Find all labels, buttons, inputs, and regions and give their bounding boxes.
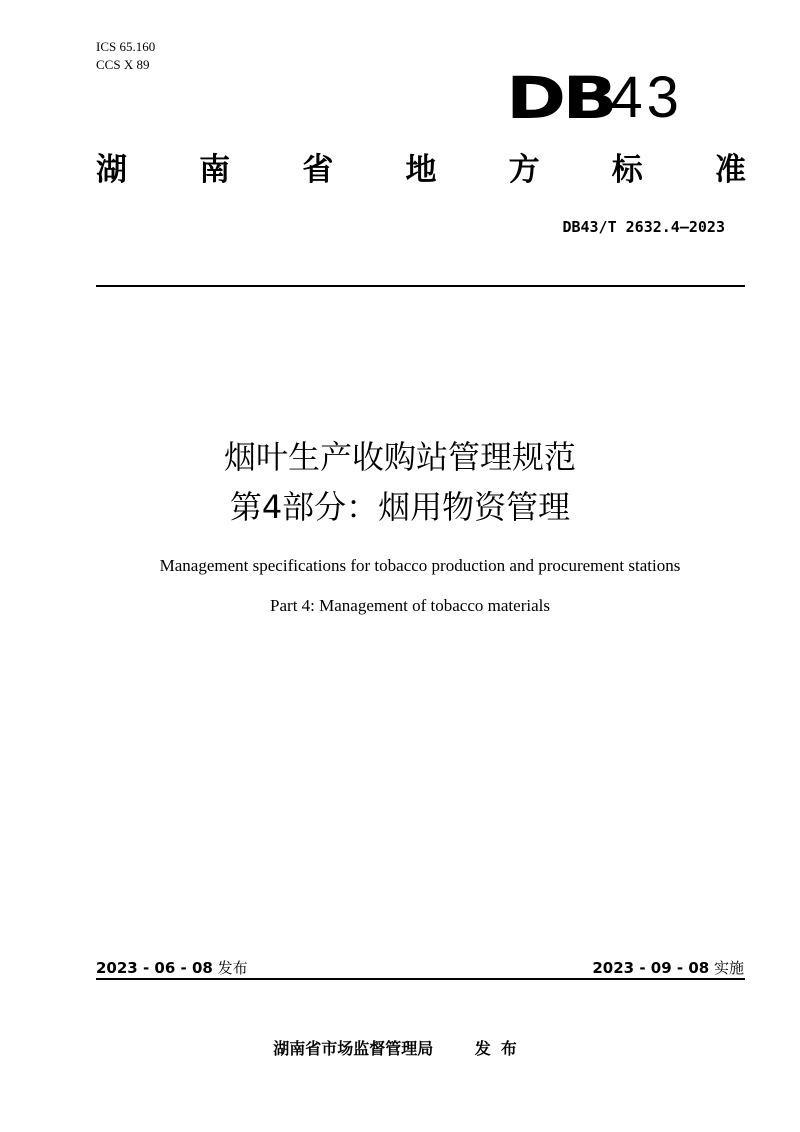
standard-code: DB43/T 2632.4—2023 — [562, 218, 725, 236]
standard-type-char: 南 — [199, 152, 231, 188]
publish-date: 2023 - 06 - 08 — [96, 959, 213, 977]
publish-date-block — [96, 957, 248, 978]
db-logo-mark: DB — [506, 64, 614, 132]
header-divider — [96, 285, 745, 287]
implement-label: 实施 — [713, 959, 744, 977]
standard-type-heading — [96, 148, 746, 192]
ccs-code: CCS X 89 — [96, 57, 150, 72]
issuer-name: 湖南省市场监督管理局 — [273, 1039, 434, 1058]
standard-type-char: 准 — [714, 152, 746, 188]
standard-type-char: 地 — [405, 152, 437, 188]
issuer-line — [0, 1036, 800, 1059]
chinese-title-line-1: 烟叶生产收购站管理规范 — [223, 438, 576, 476]
english-title-line-2: Part 4: Management of tobacco materials — [270, 596, 550, 615]
issuer-action: 发布 — [474, 1039, 527, 1058]
publish-label: 发布 — [217, 959, 248, 977]
english-title-line-1: Management specifications for tobacco production and procurement stations — [159, 556, 681, 575]
db-logo-number: 43 — [610, 65, 683, 130]
classification-codes — [96, 38, 155, 74]
chinese-title-line-2: 第4部分：烟用物资管理 — [229, 488, 571, 526]
implement-date-block — [592, 957, 744, 978]
standard-type-char: 省 — [302, 152, 334, 188]
db-logo — [506, 64, 683, 132]
standard-type-char: 标 — [611, 152, 643, 188]
footer-divider — [96, 978, 745, 980]
standard-type-char: 湖 — [96, 152, 127, 188]
standard-type-char: 方 — [508, 152, 540, 188]
ics-code: ICS 65.160 — [96, 39, 156, 54]
implement-date: 2023 - 09 - 08 — [592, 959, 710, 977]
